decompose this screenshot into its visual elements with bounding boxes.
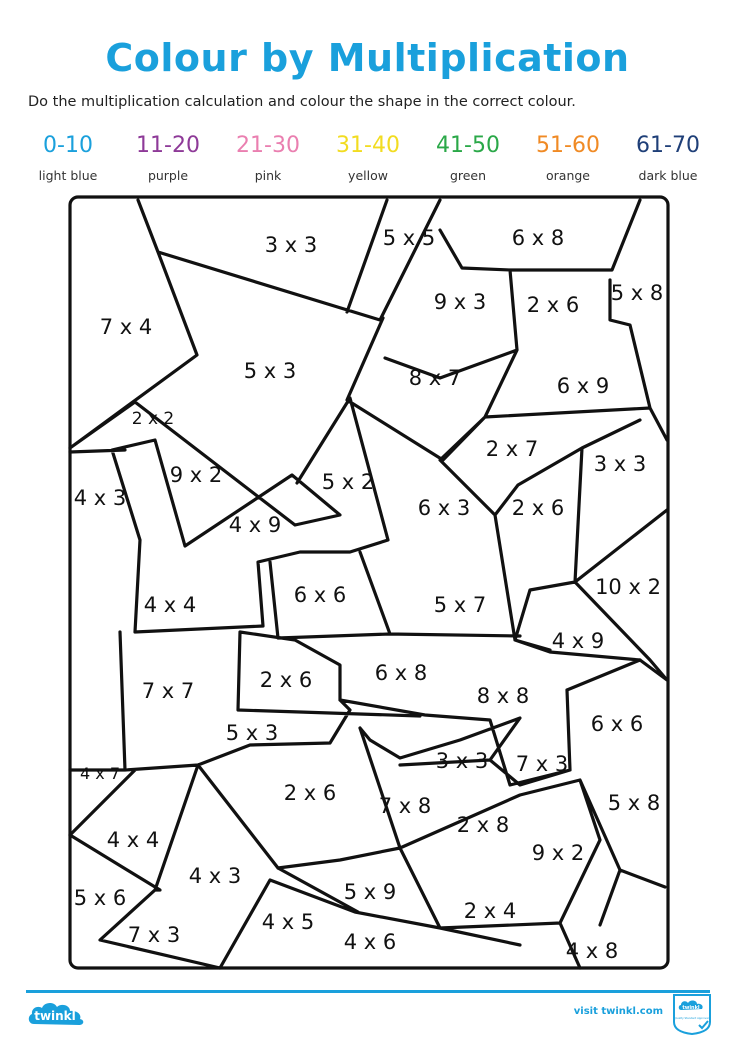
sum-label: 5 x 8 bbox=[610, 281, 664, 305]
key-colour-name: light blue bbox=[38, 168, 98, 183]
sum-label: 6 x 6 bbox=[293, 583, 347, 607]
sum-label: 2 x 8 bbox=[456, 813, 510, 837]
sum-label: 5 x 5 bbox=[382, 226, 436, 250]
sum-label: 2 x 6 bbox=[526, 293, 580, 317]
sum-label: 2 x 6 bbox=[259, 668, 313, 692]
sum-label: 5 x 2 bbox=[321, 470, 375, 494]
sum-label: 2 x 4 bbox=[463, 899, 517, 923]
sum-label: 7 x 8 bbox=[378, 794, 432, 818]
instruction-text: Do the multiplication calculation and colour the shape in the correct colour. bbox=[28, 94, 576, 110]
key-range: 11-20 bbox=[136, 133, 200, 158]
sum-label: 4 x 4 bbox=[143, 593, 197, 617]
key-range: 21-30 bbox=[236, 133, 300, 158]
sum-label: 4 x 9 bbox=[228, 513, 282, 537]
twinkl-logo[interactable] bbox=[26, 998, 88, 1028]
sum-label: 8 x 8 bbox=[476, 684, 530, 708]
sum-label: 6 x 6 bbox=[590, 712, 644, 736]
key-colour-name: dark blue bbox=[638, 168, 698, 183]
sum-label: 4 x 3 bbox=[73, 486, 127, 510]
footer-divider bbox=[26, 990, 710, 993]
sum-label: 7 x 4 bbox=[99, 315, 153, 339]
key-colour-name: green bbox=[449, 168, 487, 183]
sum-label: 3 x 3 bbox=[435, 749, 489, 773]
sum-label: 3 x 3 bbox=[593, 452, 647, 476]
key-colour-name: purple bbox=[147, 168, 189, 183]
sum-label: 4 x 9 bbox=[551, 629, 605, 653]
visit-link[interactable]: visit twinkl.com bbox=[573, 1006, 663, 1017]
sum-label: 2 x 6 bbox=[511, 496, 565, 520]
key-range: 61-70 bbox=[636, 133, 700, 158]
badge-subtitle: Quality Standard Approved bbox=[674, 1017, 710, 1020]
sum-label: 9 x 3 bbox=[433, 290, 487, 314]
sum-label: 6 x 8 bbox=[374, 661, 428, 685]
sum-label: 6 x 9 bbox=[556, 374, 610, 398]
sum-label: 4 x 3 bbox=[188, 864, 242, 888]
sum-label: 6 x 3 bbox=[417, 496, 471, 520]
sum-label: 3 x 3 bbox=[264, 233, 318, 257]
sum-label: 2 x 2 bbox=[131, 409, 175, 429]
sum-label: 7 x 7 bbox=[141, 679, 195, 703]
sum-label: 5 x 9 bbox=[343, 880, 397, 904]
logo-text: twinkl bbox=[34, 1009, 76, 1023]
sum-label: 6 x 8 bbox=[511, 226, 565, 250]
key-range: 31-40 bbox=[336, 133, 400, 158]
sum-label: 4 x 7 bbox=[80, 764, 120, 783]
key-range: 41-50 bbox=[436, 133, 500, 158]
sum-label: 7 x 3 bbox=[127, 923, 181, 947]
page-title: Colour by Multiplication bbox=[105, 36, 630, 80]
sum-label: 8 x 7 bbox=[408, 366, 462, 390]
key-range: 51-60 bbox=[536, 133, 600, 158]
sum-label: 5 x 6 bbox=[73, 886, 127, 910]
key-colour-name: orange bbox=[546, 168, 590, 183]
sum-label: 4 x 5 bbox=[261, 910, 315, 934]
sum-label: 5 x 3 bbox=[243, 359, 297, 383]
sum-label: 4 x 8 bbox=[565, 939, 619, 963]
key-range: 0-10 bbox=[43, 133, 93, 158]
sum-label: 10 x 2 bbox=[595, 575, 661, 599]
sum-label: 5 x 3 bbox=[225, 721, 279, 745]
key-colour-name: yellow bbox=[348, 168, 388, 183]
sum-label: 5 x 8 bbox=[607, 791, 661, 815]
sum-label: 9 x 2 bbox=[169, 463, 223, 487]
sum-label: 2 x 6 bbox=[283, 781, 337, 805]
sum-label: 5 x 7 bbox=[433, 593, 487, 617]
sum-label: 2 x 7 bbox=[485, 437, 539, 461]
key-colour-name: pink bbox=[254, 168, 282, 183]
sum-label: 4 x 4 bbox=[106, 828, 160, 852]
sum-label: 4 x 6 bbox=[343, 930, 397, 954]
badge-title: twinkl bbox=[682, 1005, 700, 1011]
sum-label: 7 x 3 bbox=[515, 752, 569, 776]
sum-label: 9 x 2 bbox=[531, 841, 585, 865]
quality-badge bbox=[670, 992, 714, 1036]
